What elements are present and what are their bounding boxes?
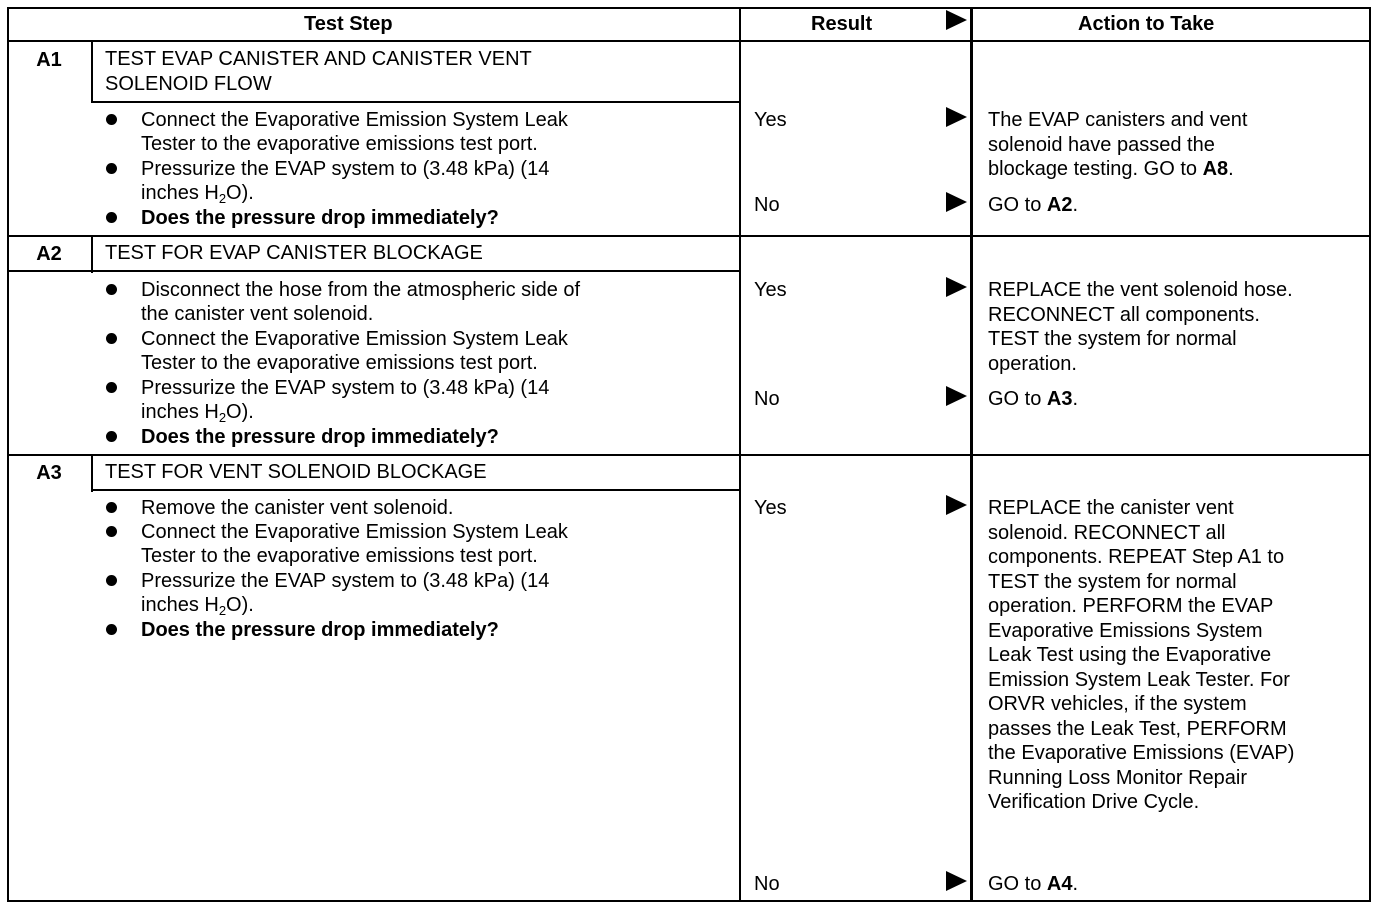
step-title-a3: TEST FOR VENT SOLENOID BLOCKAGE (105, 461, 487, 483)
action-line: The EVAP canisters and vent (988, 109, 1248, 131)
action-line: Evaporative Emissions System (988, 619, 1263, 642)
bullet-text-line: Pressurize the EVAP system to (3.48 kPa) (14 (141, 158, 550, 180)
header-result: Result (811, 13, 873, 35)
table-border-top (7, 7, 1371, 9)
action-line: Emission System Leak Tester. For (988, 668, 1290, 691)
step-title-a1 (105, 47, 532, 96)
title-underline (91, 101, 740, 103)
action-line: passes the Leak Test, PERFORM (988, 717, 1287, 740)
action-line: Verification Drive Cycle. (988, 791, 1200, 813)
action-a1-yes (988, 108, 1247, 182)
action-a2-no: GO to A3. (988, 388, 1079, 410)
action-line: TEST the system for normal (988, 570, 1237, 593)
bullet-text-line: inches $H_2O$). (141, 182, 254, 206)
arrow-right-icon (946, 495, 967, 515)
action-line: components. REPEAT Step A1 to (988, 546, 1285, 568)
arrow-right-icon (946, 871, 967, 891)
bullet-icon (106, 502, 117, 513)
step-title-line: SOLENOID FLOW (105, 72, 272, 95)
bullet-text-line: Disconnect the hose from the atmospheric side of (141, 279, 581, 301)
bullet-text-line: Tester to the evaporative emissions test port. (141, 352, 538, 374)
action-line: operation. PERFORM the EVAP (988, 595, 1274, 617)
header-test-step: Test Step (304, 13, 393, 35)
result-no-a3: No (754, 873, 780, 895)
action-line: solenoid have passed the (988, 133, 1215, 156)
action-line: Running Loss Monitor Repair (988, 766, 1248, 789)
bullet-text-line: Connect the Evaporative Emission System Leak (141, 328, 568, 350)
bullet-text-line: Pressurize the EVAP system to (3.48 kPa) (14 (141, 570, 550, 592)
bullet-text-line: Connect the Evaporative Emission System Leak (141, 109, 568, 131)
bullet-icon (106, 333, 117, 344)
bullet-text-line: Remove the canister vent solenoid. (141, 497, 454, 519)
table-border-bottom (7, 900, 1371, 902)
step-id-a1: A1 (36, 49, 62, 71)
action-line: blockage testing. GO to A8. (988, 158, 1234, 180)
arrow-right-icon (946, 386, 967, 406)
bullet-icon (106, 114, 117, 125)
result-no-a1: No (754, 194, 780, 216)
title-underline (91, 489, 740, 491)
row-divider (7, 235, 1371, 237)
result-no-a2: No (754, 388, 780, 410)
step-title-line: TEST EVAP CANISTER AND CANISTER VENT (105, 48, 532, 70)
bullet-icon (106, 284, 117, 295)
action-a2-yes (988, 278, 1293, 376)
id-cell-divider (91, 236, 93, 273)
bullet-text-line: inches $H_2O$). (141, 594, 254, 618)
arrow-right-icon (946, 277, 967, 297)
bullet-text-line: inches $H_2O$). (141, 401, 254, 425)
bullet-text-line: Tester to the evaporative emissions test port. (141, 545, 538, 567)
bullet-icon (106, 163, 117, 174)
action-line: operation. (988, 352, 1077, 375)
result-yes-a1: Yes (754, 109, 787, 131)
bullet-icon (106, 431, 117, 442)
title-underline (7, 270, 740, 272)
step-id-a2: A2 (36, 243, 62, 265)
bullet-icon (106, 382, 117, 393)
bullet-question: Does the pressure drop immediately? (141, 426, 499, 448)
bullet-question: Does the pressure drop immediately? (141, 619, 499, 641)
row-divider (7, 454, 1371, 456)
action-line: RECONNECT all components. (988, 303, 1260, 326)
bullet-text-line: Tester to the evaporative emissions test port. (141, 133, 538, 155)
bullet-icon (106, 624, 117, 635)
bullet-icon (106, 526, 117, 537)
action-a3-no: GO to A4. (988, 873, 1079, 895)
action-line: TEST the system for normal (988, 328, 1237, 350)
action-line: the Evaporative Emissions (EVAP) (988, 742, 1295, 764)
result-yes-a2: Yes (754, 279, 787, 301)
arrow-right-icon (946, 192, 967, 212)
bullet-text-line: Connect the Evaporative Emission System Leak (141, 521, 568, 543)
bullet-text-line: Pressurize the EVAP system to (3.48 kPa) (14 (141, 377, 550, 399)
action-a1-no: GO to A2. (988, 194, 1079, 216)
header-action-to-take: Action to Take (1078, 13, 1215, 35)
bullet-question: Does the pressure drop immediately? (141, 207, 499, 229)
id-cell-divider (91, 41, 93, 103)
step-title-a2: TEST FOR EVAP CANISTER BLOCKAGE (105, 242, 483, 264)
action-a3-yes (988, 496, 1294, 815)
action-line: solenoid. RECONNECT all (988, 521, 1226, 544)
bullet-text-line: the canister vent solenoid. (141, 303, 374, 325)
header-arrow-icon (946, 10, 967, 30)
id-cell-divider (91, 455, 93, 492)
action-line: Leak Test using the Evaporative (988, 644, 1272, 666)
bullet-icon (106, 575, 117, 586)
arrow-right-icon (946, 107, 967, 127)
step-id-a3: A3 (36, 462, 62, 484)
action-line: REPLACE the canister vent (988, 497, 1234, 519)
action-line: ORVR vehicles, if the system (988, 693, 1247, 715)
header-divider (7, 40, 1371, 42)
bullet-icon (106, 212, 117, 223)
action-line: REPLACE the vent solenoid hose. (988, 279, 1293, 301)
result-yes-a3: Yes (754, 497, 787, 519)
